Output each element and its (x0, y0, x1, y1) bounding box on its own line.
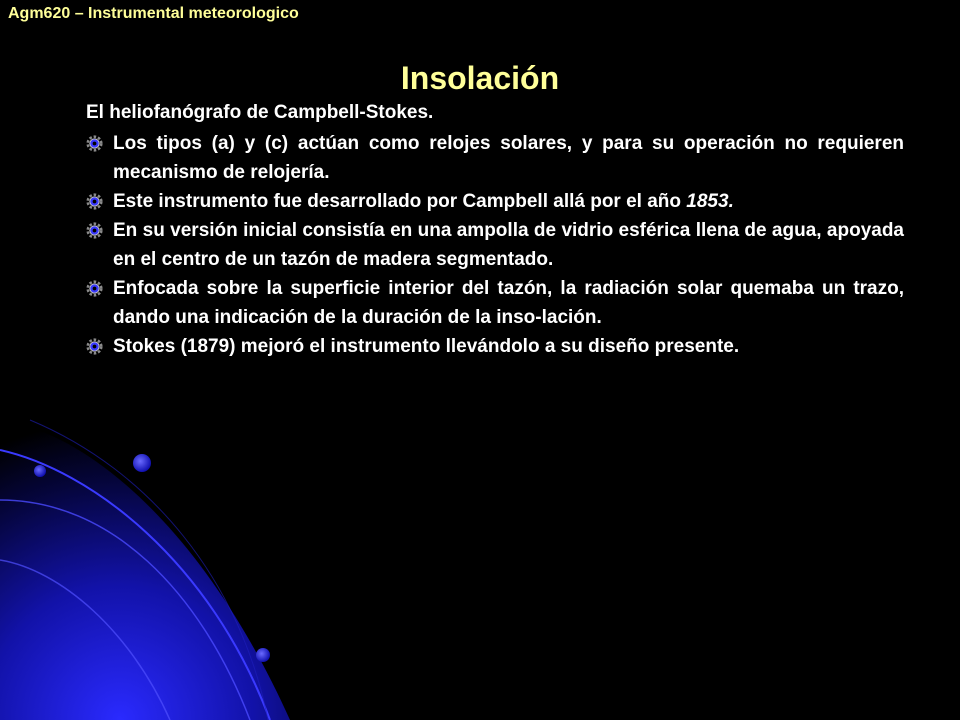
bullet-text: Este instrumento fue desarrollado por Campbell allá por el año (113, 191, 687, 212)
bullet-text: Los tipos (a) y (c) actúan como relojes solares, y para su operación no requieren mecanismo de relojería. (113, 133, 904, 183)
bullet-item (86, 216, 904, 274)
gear-bullet-icon (86, 338, 103, 355)
decorative-dot (256, 648, 270, 662)
bullet-text: Enfocada sobre la superficie interior del tazón, la radiación solar quemaba un trazo, dando una indicación de la duración de la inso-lación. (113, 278, 904, 328)
bullet-item (86, 332, 904, 361)
bullet-item (86, 187, 904, 216)
gear-bullet-icon (86, 135, 103, 152)
decorative-dot (133, 454, 151, 472)
gear-bullet-icon (86, 280, 103, 297)
slide-title: Insolación (400, 60, 560, 96)
decorative-dot (34, 465, 46, 477)
bullet-text: Stokes (1879) mejoró el instrumento llevándolo a su diseño presente. (113, 336, 740, 357)
slide-subtitle: El heliofanógrafo de Campbell-Stokes. (86, 102, 434, 123)
gear-bullet-icon (86, 222, 103, 239)
gear-bullet-icon (86, 193, 103, 210)
bullet-year: 1853. (686, 191, 734, 212)
bullet-item (86, 274, 904, 332)
bullet-text: En su versión inicial consistía en una ampolla de vidrio esférica llena de agua, apoyada en el centro de un tazón de madera segmentado. (113, 220, 904, 270)
bullet-list (86, 129, 904, 361)
bullet-item (86, 129, 904, 187)
course-label: Agm620 – Instrumental meteorologico (8, 5, 299, 22)
